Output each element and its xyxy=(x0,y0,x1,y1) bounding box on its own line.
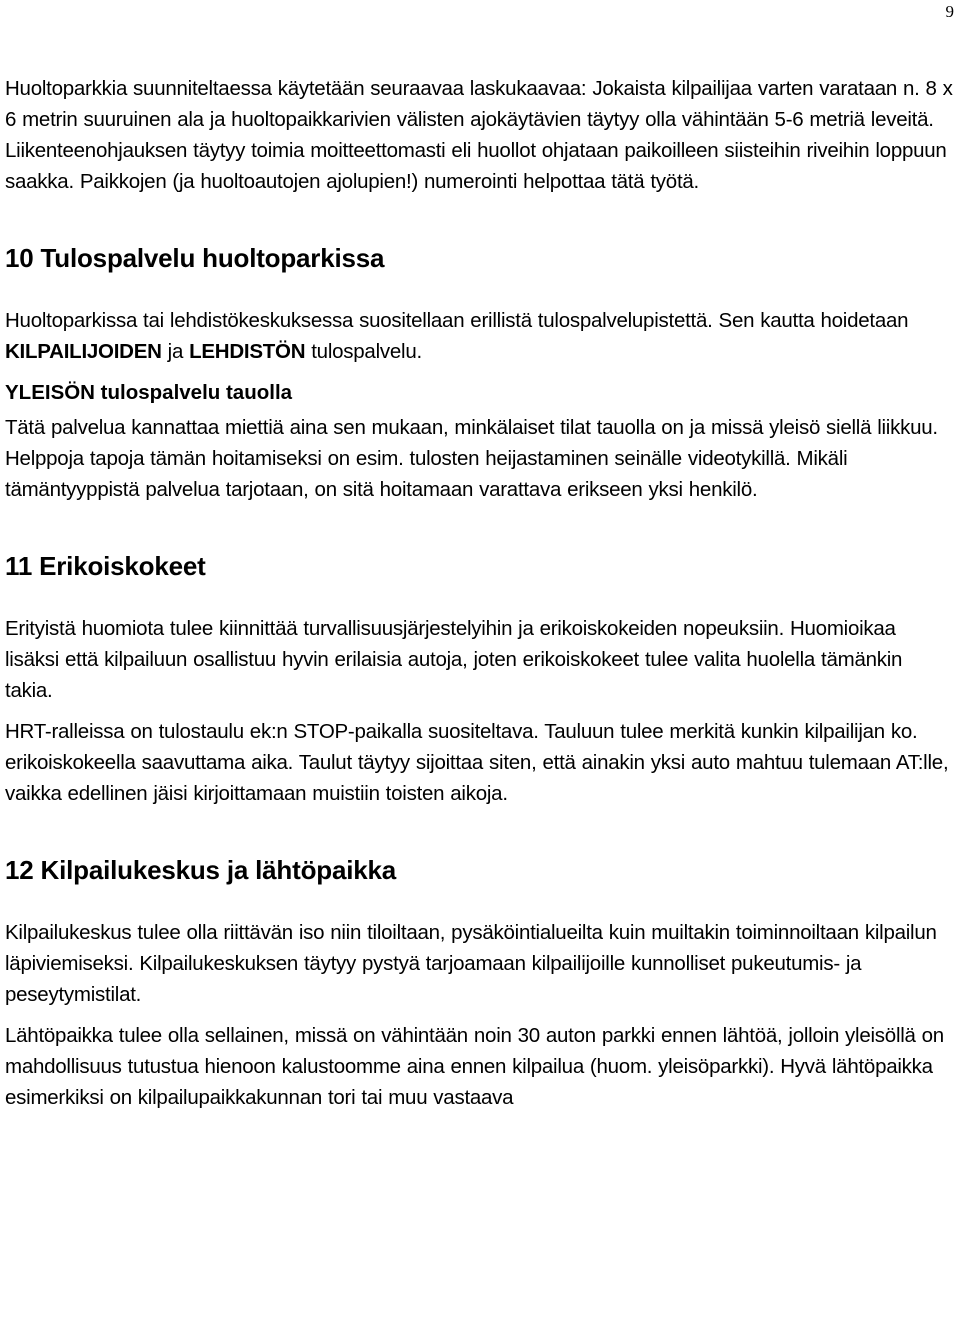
page-number: 9 xyxy=(945,2,954,21)
section-10-paragraph-results-point: Huoltoparkissa tai lehdistökeskuksessa suositellaan erillistä tulospalvelupistettä. Sen kautta hoidetaan KILPAILIJOIDEN ja LEHDISTÖN tulospalvelu. xyxy=(5,309,909,363)
section-12-paragraph-rally-center: Kilpailukeskus tulee olla riittävän iso niin tiloiltaan, pysäköintialueilta kuin muiltakin toiminnoiltaan kilpailun läpiviemiseksi. Kilpailukeskuksen täytyy pystyä tarjoamaan kilpailijoille kunnolliset pukeutumis- ja peseytymistilat. xyxy=(5,921,937,1006)
section-10-paragraph-public-results: Tätä palvelua kannattaa miettiä aina sen mukaan, minkälaiset tilat tauolla on ja missä yleisö siellä liikkuu. Helppoja tapoja tämän hoitamiseksi on esim. tulosten heijastaminen seinälle videotykillä. Mikäli tämäntyyppistä palvelua tarjotaan, on sitä hoitamaan varattava erikseen yksi henkilö. xyxy=(5,416,938,501)
intro-paragraph-traffic: Liikenteenohjauksen täytyy toimia moitteettomasti eli huollot ohjataan paikoilleen siisteihin riveihin loppuun saakka. Paikkojen (ja huoltoautojen ajolupien!) numerointi helpottaa tätä työtä. xyxy=(5,139,947,193)
section-10-subheading: YLEISÖN tulospalvelu tauolla xyxy=(5,381,293,404)
section-11-paragraph-results-board: HRT-ralleissa on tulostaulu ek:n STOP-paikalla suositeltava. Tauluun tulee merkitä kunkin kilpailijan ko. erikoiskokeella saavuttama aika. Taulut täytyy sijoittaa siten, että ainakin yksi auto mahtuu tulemaan AT:lle, vaikka edellinen jäisi kirjoittamaan muistiin toisten aikoja. xyxy=(5,720,949,805)
bold-press: LEHDISTÖN xyxy=(189,340,306,363)
section-12-heading: 12 Kilpailukeskus ja lähtöpaikka xyxy=(5,855,397,885)
section-12-paragraph-start-location: Lähtöpaikka tulee olla sellainen, missä on vähintään noin 30 auton parkki ennen lähtöä, jolloin yleisöllä on mahdollisuus tutustua hienoon kalustoomme aina ennen kilpailua (huom. yleisöparkki). Hyvä lähtöpaikka esimerkiksi on kilpailupaikkakunnan tori tai muu vastaava xyxy=(5,1024,944,1109)
document-body xyxy=(5,73,955,1113)
bold-competitors: KILPAILIJOIDEN xyxy=(5,340,162,363)
section-11-heading: 11 Erikoiskokeet xyxy=(5,551,206,581)
section-11-paragraph-safety: Erityistä huomiota tulee kiinnittää turvallisuusjärjestelyihin ja erikoiskokeiden nopeuksiin. Huomioikaa lisäksi että kilpailuun osallistuu hyvin erilaisia autoja, joten erikoiskokeet tulee valita huolella tämänkin takia. xyxy=(5,617,903,702)
intro-paragraph-parking: Huoltoparkkia suunniteltaessa käytetään seuraavaa laskukaavaa: Jokaista kilpailijaa varten varataan n. 8 x 6 metrin suuruinen ala ja huoltopaikkarivien välisten ajokäytävien täytyy olla vähintään 5-6 metriä leveitä. xyxy=(5,77,953,131)
section-10-heading: 10 Tulospalvelu huoltoparkissa xyxy=(5,243,385,273)
